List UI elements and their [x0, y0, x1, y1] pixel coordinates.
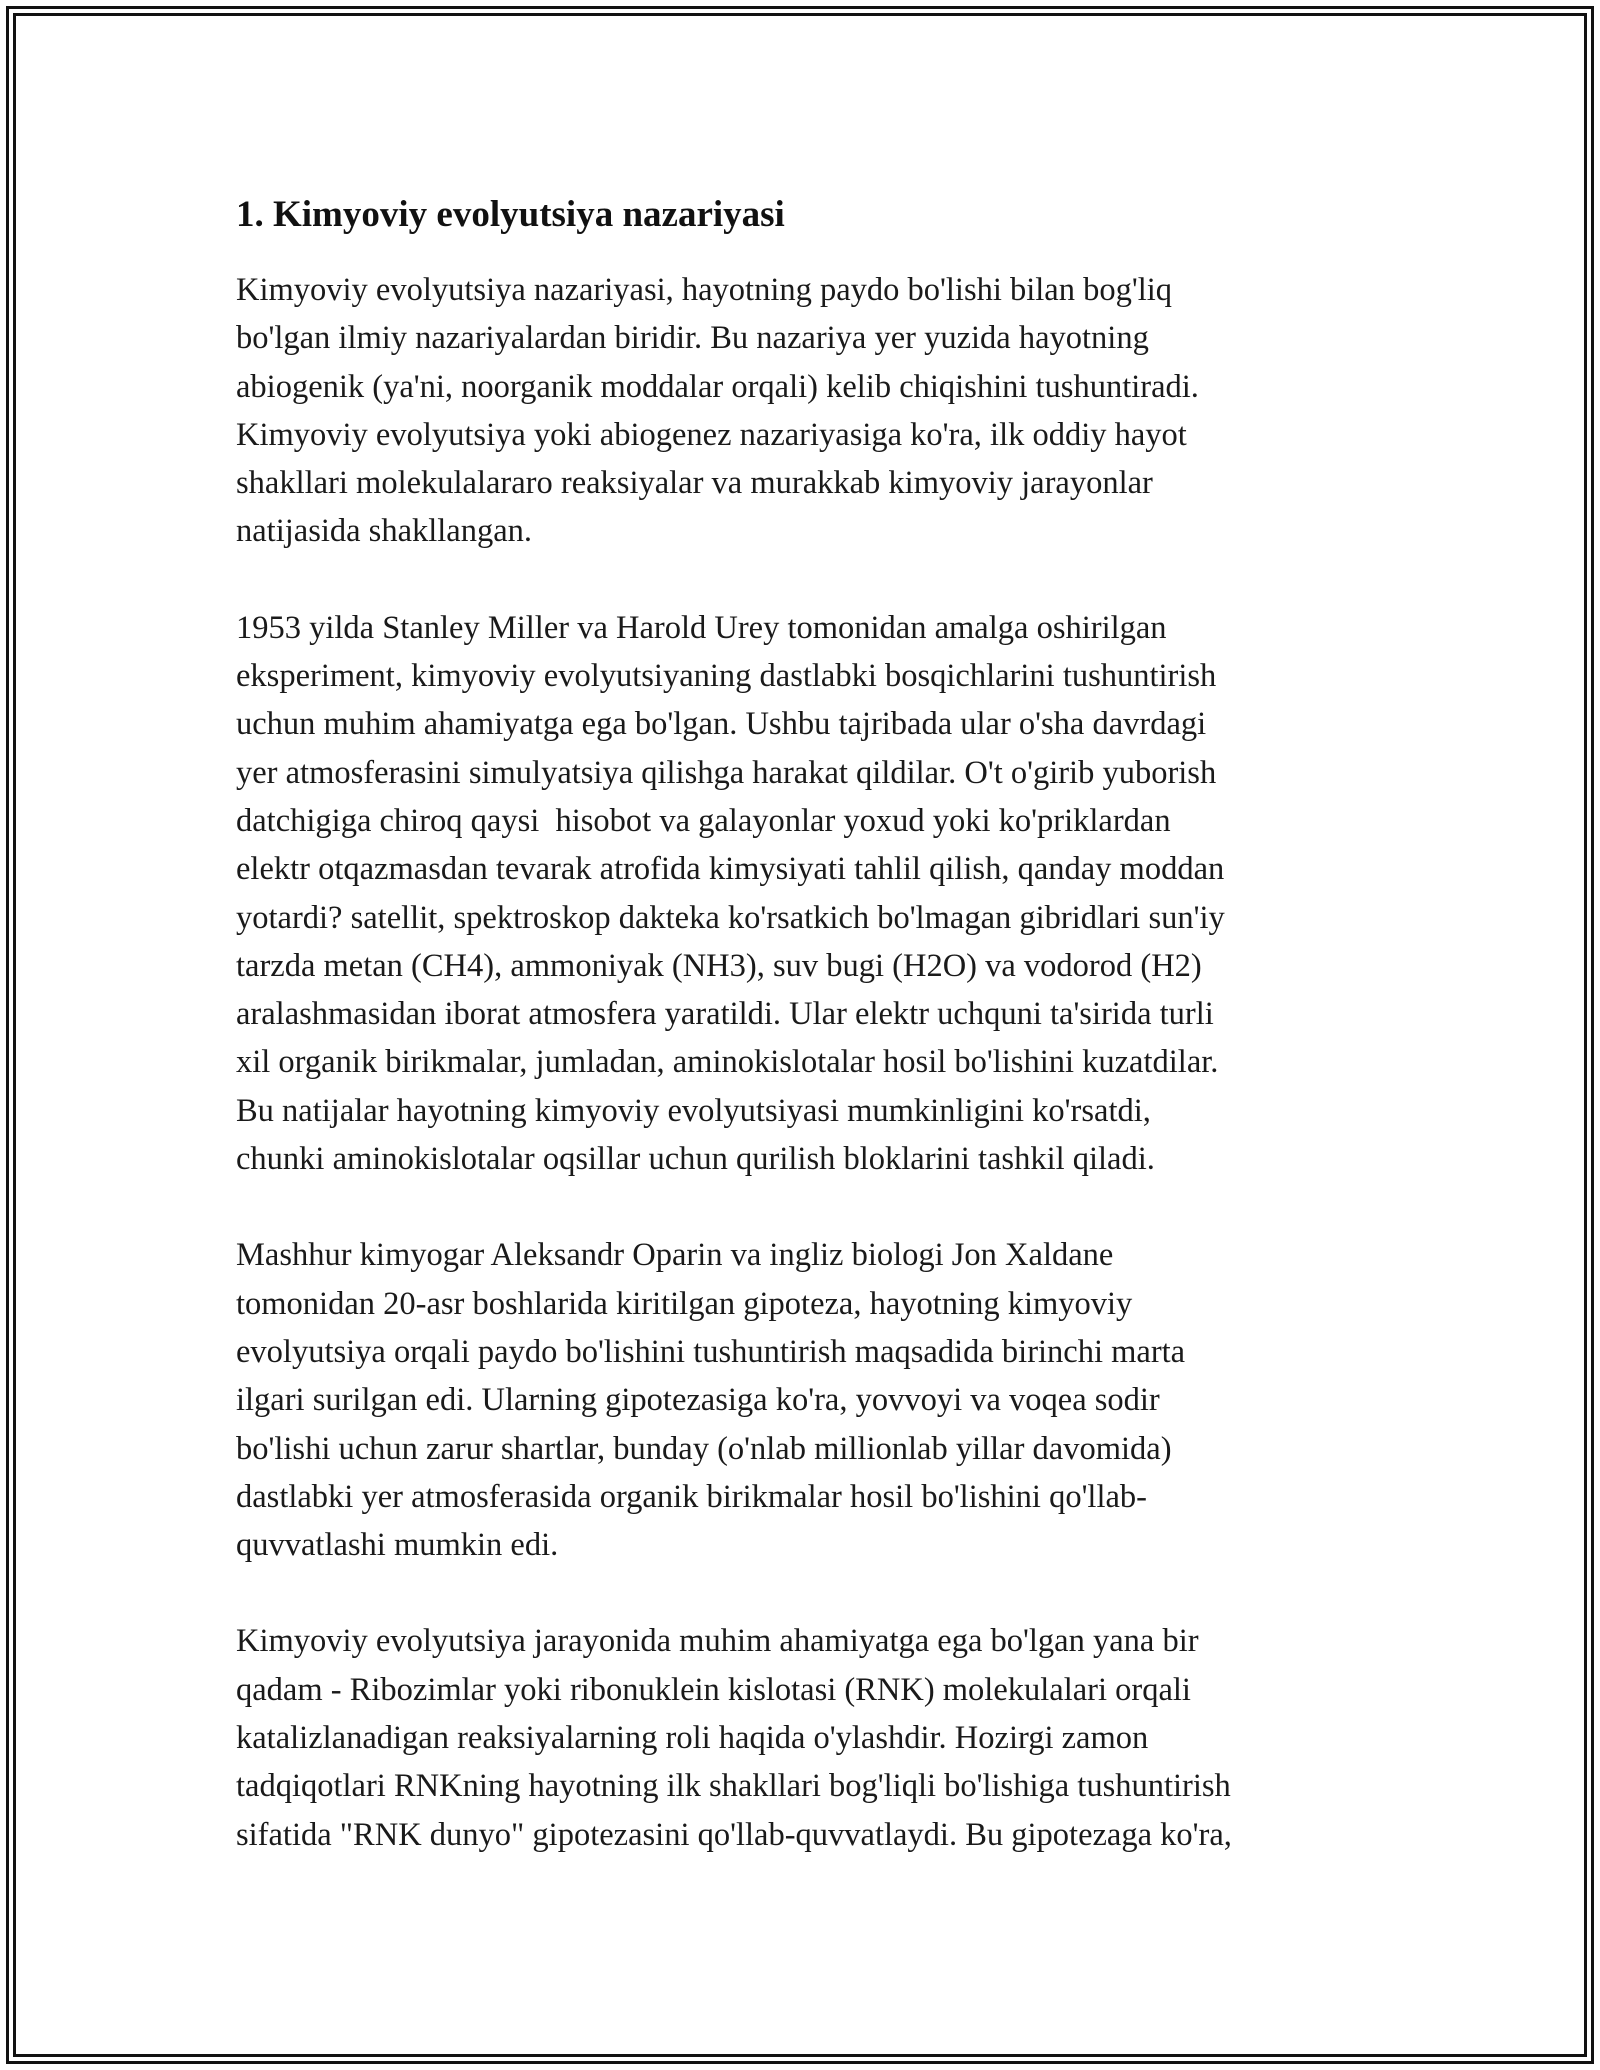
paragraph-line: xil organik birikmalar, jumladan, aminokislotalar hosil bo'lishini kuzatdilar. [236, 1044, 1219, 1081]
paragraph-line: abiogenik (ya'ni, noorganik moddalar orqali) kelib chiqishini tushuntiradi. [236, 368, 1199, 405]
paragraph-line: tomonidan 20-asr boshlarida kiritilgan gipoteza, hayotning kimyoviy [236, 1285, 1133, 1322]
paragraph [236, 1617, 1376, 1858]
paragraph-line: aralashmasidan iborat atmosfera yaratildi. Ular elektr uchquni ta'sirida turli [236, 996, 1214, 1033]
document-body [236, 184, 1376, 1907]
paragraph-line: elektr otqazmasdan tevarak atrofida kimysiyati tahlil qilish, qanday moddan [236, 851, 1225, 888]
paragraph-line: Kimyoviy evolyutsiya yoki abiogenez nazariyasiga ko'ra, ilk oddiy hayot [236, 416, 1187, 453]
paragraph-line: Bu natijalar hayotning kimyoviy evolyutsiyasi mumkinligini ko'rsatdi, [236, 1092, 1151, 1129]
paragraph-line: bo'lishi uchun zarur shartlar, bunday (o'nlab millionlab yillar davomida) [236, 1430, 1172, 1467]
paragraph-line: tadqiqotlari RNKning hayotning ilk shakllari bog'liqli bo'lishiga tushuntirish [236, 1768, 1231, 1805]
paragraph-line: natijasida shakllangan. [236, 513, 533, 550]
paragraph-line: 1953 yilda Stanley Miller va Harold Urey tomonidan amalga oshirilgan [236, 609, 1167, 646]
paragraph-line: katalizlanadigan reaksiyalarning roli haqida o'ylashdir. Hozirgi zamon [236, 1720, 1149, 1757]
paragraph-list [236, 266, 1376, 1859]
paragraph-line: Mashhur kimyogar Aleksandr Oparin va ingliz biologi Jon Xaldane [236, 1237, 1114, 1274]
paragraph-line: shakllari molekulalararo reaksiyalar va murakkab kimyoviy jarayonlar [236, 465, 1153, 502]
paragraph [236, 1231, 1376, 1569]
paragraph-line: eksperiment, kimyoviy evolyutsiyaning dastlabki bosqichlarini tushuntirish [236, 658, 1217, 695]
paragraph-line: yotardi? satellit, spektroskop dakteka ko'rsatkich bo'lmagan gibridlari sun'iy [236, 899, 1225, 936]
paragraph-line: uchun muhim ahamiyatga ega bo'lgan. Ushbu tajribada ular o'sha davrdagi [236, 706, 1207, 743]
paragraph-line: ilgari surilgan edi. Ularning gipotezasiga ko'ra, yovvoyi va voqea sodir [236, 1382, 1160, 1419]
section-heading: 1. Kimyoviy evolyutsiya nazariyasi [236, 194, 785, 235]
paragraph-line: bo'lgan ilmiy nazariyalardan biridir. Bu nazariya yer yuzida hayotning [236, 320, 1149, 357]
paragraph-line: dastlabki yer atmosferasida organik birikmalar hosil bo'lishini qo'llab- [236, 1478, 1147, 1515]
paragraph-line: yer atmosferasini simulyatsiya qilishga harakat qildilar. O't o'girib yuborish [236, 754, 1217, 791]
paragraph-line: sifatida "RNK dunyo" gipotezasini qo'llab-quvvatlaydi. Bu gipotezaga ko'ra, [236, 1816, 1232, 1853]
paragraph-line: Kimyoviy evolyutsiya nazariyasi, hayotning paydo bo'lishi bilan bog'liq [236, 272, 1173, 308]
paragraph-line: Kimyoviy evolyutsiya jarayonida muhim ahamiyatga ega bo'lgan yana bir [236, 1623, 1199, 1660]
paragraph [236, 604, 1376, 1184]
paragraph-line: chunki aminokislotalar oqsillar uchun qurilish bloklarini tashkil qiladi. [236, 1141, 1155, 1178]
paragraph-line: evolyutsiya orqali paydo bo'lishini tushuntirish maqsadida birinchi marta [236, 1333, 1186, 1370]
paragraph-line: datchigiga chiroq qaysi hisobot va galayonlar yoxud yoki ko'priklardan [236, 802, 1171, 839]
paragraph-line: qadam - Ribozimlar yoki ribonuklein kislotasi (RNK) molekulalari orqali [236, 1671, 1191, 1708]
paragraph [236, 266, 1376, 556]
paragraph-line: quvvatlashi mumkin edi. [236, 1527, 559, 1564]
paragraph-line: tarzda metan (CH4), ammoniyak (NH3), suv bugi (H2O) va vodorod (H2) [236, 947, 1202, 984]
